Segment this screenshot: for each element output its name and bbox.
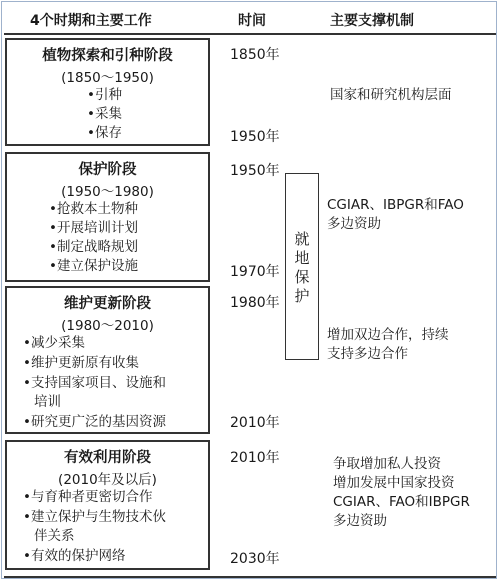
- mechanism-line: 国家和研究机构层面: [330, 87, 452, 103]
- stage-item: •减少采集: [23, 335, 85, 351]
- year-label: 1970年: [230, 264, 280, 280]
- mechanism-line: 多边资助: [333, 513, 387, 529]
- stage-title: 保护阶段: [78, 162, 137, 178]
- mechanism-line: CGIAR、IBPGR和FAO: [327, 197, 464, 213]
- in-situ-char: 就: [294, 230, 310, 248]
- mechanism-line: CGIAR、FAO和IBPGR: [333, 494, 470, 510]
- stage-item: •引种: [87, 87, 122, 103]
- stage-box-utilization: [5, 440, 210, 570]
- header-divider: [4, 33, 496, 35]
- stage-item: •维护更新原有收集: [23, 355, 139, 371]
- stage-item: •采集: [87, 106, 122, 122]
- year-label: 1950年: [230, 163, 280, 179]
- stage-item: •与育种者更密切合作: [23, 489, 153, 505]
- year-label: 2030年: [230, 551, 280, 567]
- stage-title: 有效利用阶段: [64, 450, 151, 466]
- in-situ-label: [286, 230, 318, 306]
- year-label: 1850年: [230, 47, 280, 63]
- stage-item: •开展培训计划: [49, 220, 138, 236]
- in-situ-char: 保: [294, 268, 310, 286]
- stage-range: (2010年及以后): [58, 472, 157, 488]
- stage-item: •制定战略规划: [49, 239, 138, 255]
- in-situ-char: 地: [294, 249, 310, 267]
- mechanism-line: 争取增加私人投资: [333, 456, 441, 472]
- stage-item: •建立保护与生物技术伙: [23, 509, 166, 525]
- mechanism-line: 多边资助: [327, 216, 381, 232]
- stage-box-exploration: [5, 38, 210, 146]
- stage-item: •支持国家项目、设施和: [23, 375, 166, 391]
- bottom-divider: [4, 576, 496, 578]
- in-situ-conservation-box: [285, 173, 319, 360]
- header-stages: 4个时期和主要工作: [30, 13, 152, 29]
- stage-range: (1850～1950): [61, 70, 154, 86]
- stage-title: 维护更新阶段: [64, 296, 151, 312]
- stage-item: •保存: [87, 125, 122, 141]
- mechanism-line: 增加发展中国家投资: [333, 475, 455, 491]
- stage-item: •有效的保护网络: [23, 548, 126, 564]
- header-time: 时间: [238, 13, 266, 29]
- stage-item: •建立保护设施: [49, 258, 138, 274]
- stage-range: (1980～2010): [61, 318, 154, 334]
- mechanism-line: 支持多边合作: [327, 346, 408, 362]
- header-mechanism: 主要支撑机制: [330, 13, 414, 29]
- stage-item: •研究更广泛的基因资源: [23, 414, 166, 430]
- stage-item: 伴关系: [34, 528, 75, 544]
- mechanism-line: 增加双边合作，持续: [327, 327, 449, 343]
- year-label: 1980年: [230, 295, 280, 311]
- stage-box-maintenance: [5, 286, 210, 434]
- stage-item: •抢救本土物种: [49, 201, 138, 217]
- stage-title: 植物探索和引种阶段: [42, 48, 173, 64]
- in-situ-char: 护: [294, 287, 310, 305]
- stage-range: (1950～1980): [61, 184, 154, 200]
- year-label: 1950年: [230, 129, 280, 145]
- year-label: 2010年: [230, 450, 280, 466]
- year-label: 2010年: [230, 415, 280, 431]
- stage-box-protection: [5, 152, 210, 282]
- stage-item: 培训: [34, 394, 61, 410]
